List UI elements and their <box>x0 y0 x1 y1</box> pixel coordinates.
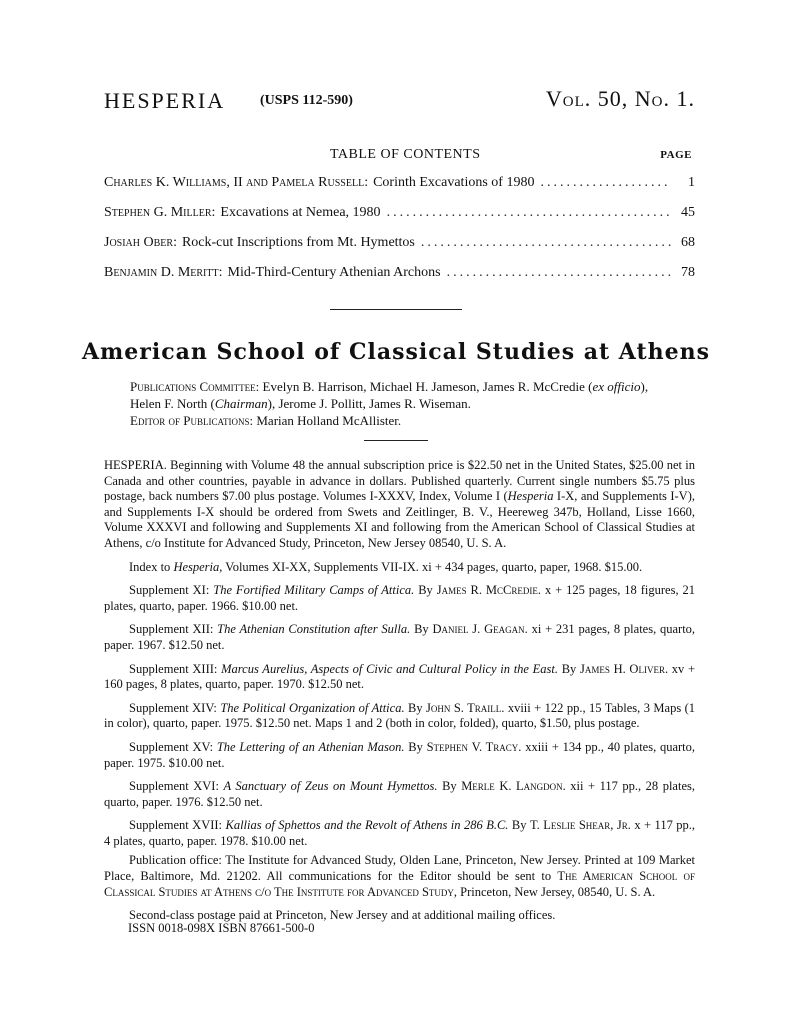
journal-title: HESPERIA <box>104 88 226 113</box>
supplement-entry: Supplement XVII: Kallias of Sphettos and the Revolt of Athens in 286 B.C. By T. Leslie Shear, Jr. x + 117 pp., 4 plates, quarto, paper. 1978. $10.00 net. <box>104 818 696 848</box>
editor-name: Marian Holland McAllister. <box>256 413 402 428</box>
toc-entry[interactable]: Stephen G. Miller : Excavations at Nemea, 1980 ..... 45 <box>104 205 695 235</box>
publication-office: Publication office: The Institute for Advanced Study, Olden Lane, Princeton, New Jersey. Printed at 109 Market Place, Baltimore, Md. 21202. All communications for the Editor should be sent to The American School of Classical Studies at Athens c/o The Institute for Advanced Study, Princeton, New Jersey, 08540, U. S. A. <box>104 853 695 899</box>
intro-paragraph: HESPERIA. Beginning with Volume 48 the annual subscription price is $22.50 net in the United States, $25.00 net in Canada and other countries, payable in advance in dollars. Published quarterly. Current single numbers $5.75 plus postage, back numbers $7.00 plus postage. Volumes I-XXXV, Index, Volume I (Hesperia I-X, and Supplements I-V), and Supplements I-X should be ordered from Swets and Zeitlinger, B. V., Heereweg 347b, Holland, Lisse 1660, Volume XXXVI and following and Supplements XI and following from the American School of Classical Studies at Athens, c/o Institute for Advanced Study, Princeton, New Jersey 08540, U. S. A. <box>104 458 695 550</box>
toc-title: Rock-cut Inscriptions from Mt. Hymettos <box>181 235 415 250</box>
editor-label: Editor of Publications: <box>130 413 254 428</box>
divider-rule <box>364 440 428 441</box>
supplement-entry: Supplement XV: The Lettering of an Athenian Mason. By Stephen V. Tracy. xxiii + 134 pp., 40 plates, quarto, paper. 1975. $10.00 net. <box>104 739 696 770</box>
toc-entry[interactable]: Josiah Ober : Rock-cut Inscriptions from Mt. Hymettos ..... 68 <box>104 235 695 265</box>
supplement-entry: Supplement XIV: The Political Organization of Attica. By John S. Traill. xviii + 122 pp., 15 Tables, 3 Maps (1 in color), quarto, paper. 1975. $12.50 net. Maps 1 and 2 (both in color, folded), quarto, $1.50, plus postage. <box>104 700 696 731</box>
toc-leader <box>421 235 671 251</box>
usps-number: (USPS 112-590) <box>260 93 353 108</box>
supplement-entry: Supplement XIII: Marcus Aurelius, Aspects of Civic and Cultural Policy in the East. By James H. Oliver. xv + 160 pages, 8 plates, quarto, paper. 1970. $12.50 net. <box>104 661 696 692</box>
toc-entry[interactable]: Charles K. Williams, II and Pamela Russell : Corinth Excavations of 1980 ..... 1 <box>104 175 695 205</box>
supplement-entry: Supplement XI: The Fortified Military Camps of Attica. By James R. McCredie. x + 125 pages, 18 figures, 21 plates, quarto, paper. 1966. $10.00 net. <box>104 583 696 613</box>
publications-committee <box>130 378 710 429</box>
issn-isbn: ISSN 0018-098X ISBN 87661-500-0 <box>128 921 315 935</box>
toc-page: 45 <box>681 205 695 220</box>
committee-label: Publications Committee: <box>130 379 260 394</box>
toc-page: 78 <box>681 265 695 280</box>
toc-author: Josiah Ober <box>104 235 174 250</box>
committee-members: Evelyn B. Harrison, Michael H. Jameson, James R. McCredie ( <box>262 379 593 394</box>
chairman-note: Chairman <box>214 396 268 411</box>
toc-title: Corinth Excavations of 1980 <box>373 175 535 190</box>
ex-officio-note: ex officio <box>592 379 641 394</box>
toc-author: Stephen G. Miller <box>104 205 212 220</box>
toc-leader <box>387 205 671 221</box>
committee-members-end: ), <box>640 379 649 394</box>
school-name: American School of Classical Studies at Athens <box>81 339 711 365</box>
divider-rule <box>330 309 462 310</box>
committee-members-rest: ), Jerome J. Pollitt, James R. Wiseman. <box>267 396 471 411</box>
toc-page: 1 <box>688 175 695 190</box>
toc-leader <box>447 265 671 281</box>
toc-heading: TABLE OF CONTENTS <box>330 147 481 162</box>
table-of-contents <box>104 175 695 295</box>
toc-title: Mid-Third-Century Athenian Archons <box>227 265 441 280</box>
supplement-entry: Supplement XII: The Athenian Constitution after Sulla. By Daniel J. Geagan. xi + 231 pages, 8 plates, quarto, paper. 1967. $12.50 net. <box>104 622 696 652</box>
toc-leader <box>540 175 671 191</box>
subscription-info <box>104 458 695 924</box>
toc-author: Benjamin D. Meritt <box>104 265 219 280</box>
index-paragraph: Index to Hesperia, Volumes XI-XX, Supplements VII-IX. xi + 434 pages, quarto, paper, 1968. $15.00. <box>129 559 643 574</box>
postage-note: Second-class postage paid at Princeton, New Jersey and at additional mailing offices. <box>129 908 556 923</box>
supplement-entry: Supplement XVI: A Sanctuary of Zeus on Mount Hymettos. By Merle K. Langdon. xii + 117 pp., 28 plates, quarto, paper. 1976. $12.50 net. <box>104 779 695 809</box>
page-column-heading: PAGE <box>660 149 692 161</box>
committee-members-cont: Helen F. North ( <box>130 396 215 411</box>
toc-entry[interactable]: Benjamin D. Meritt : Mid-Third-Century Athenian Archons ..... 78 <box>104 265 695 295</box>
toc-page: 68 <box>681 235 695 250</box>
volume-number: Vol. 50, No. 1. <box>545 86 695 111</box>
toc-author: Charles K. Williams, II and Pamela Russell <box>104 175 365 190</box>
toc-title: Excavations at Nemea, 1980 <box>220 205 381 220</box>
